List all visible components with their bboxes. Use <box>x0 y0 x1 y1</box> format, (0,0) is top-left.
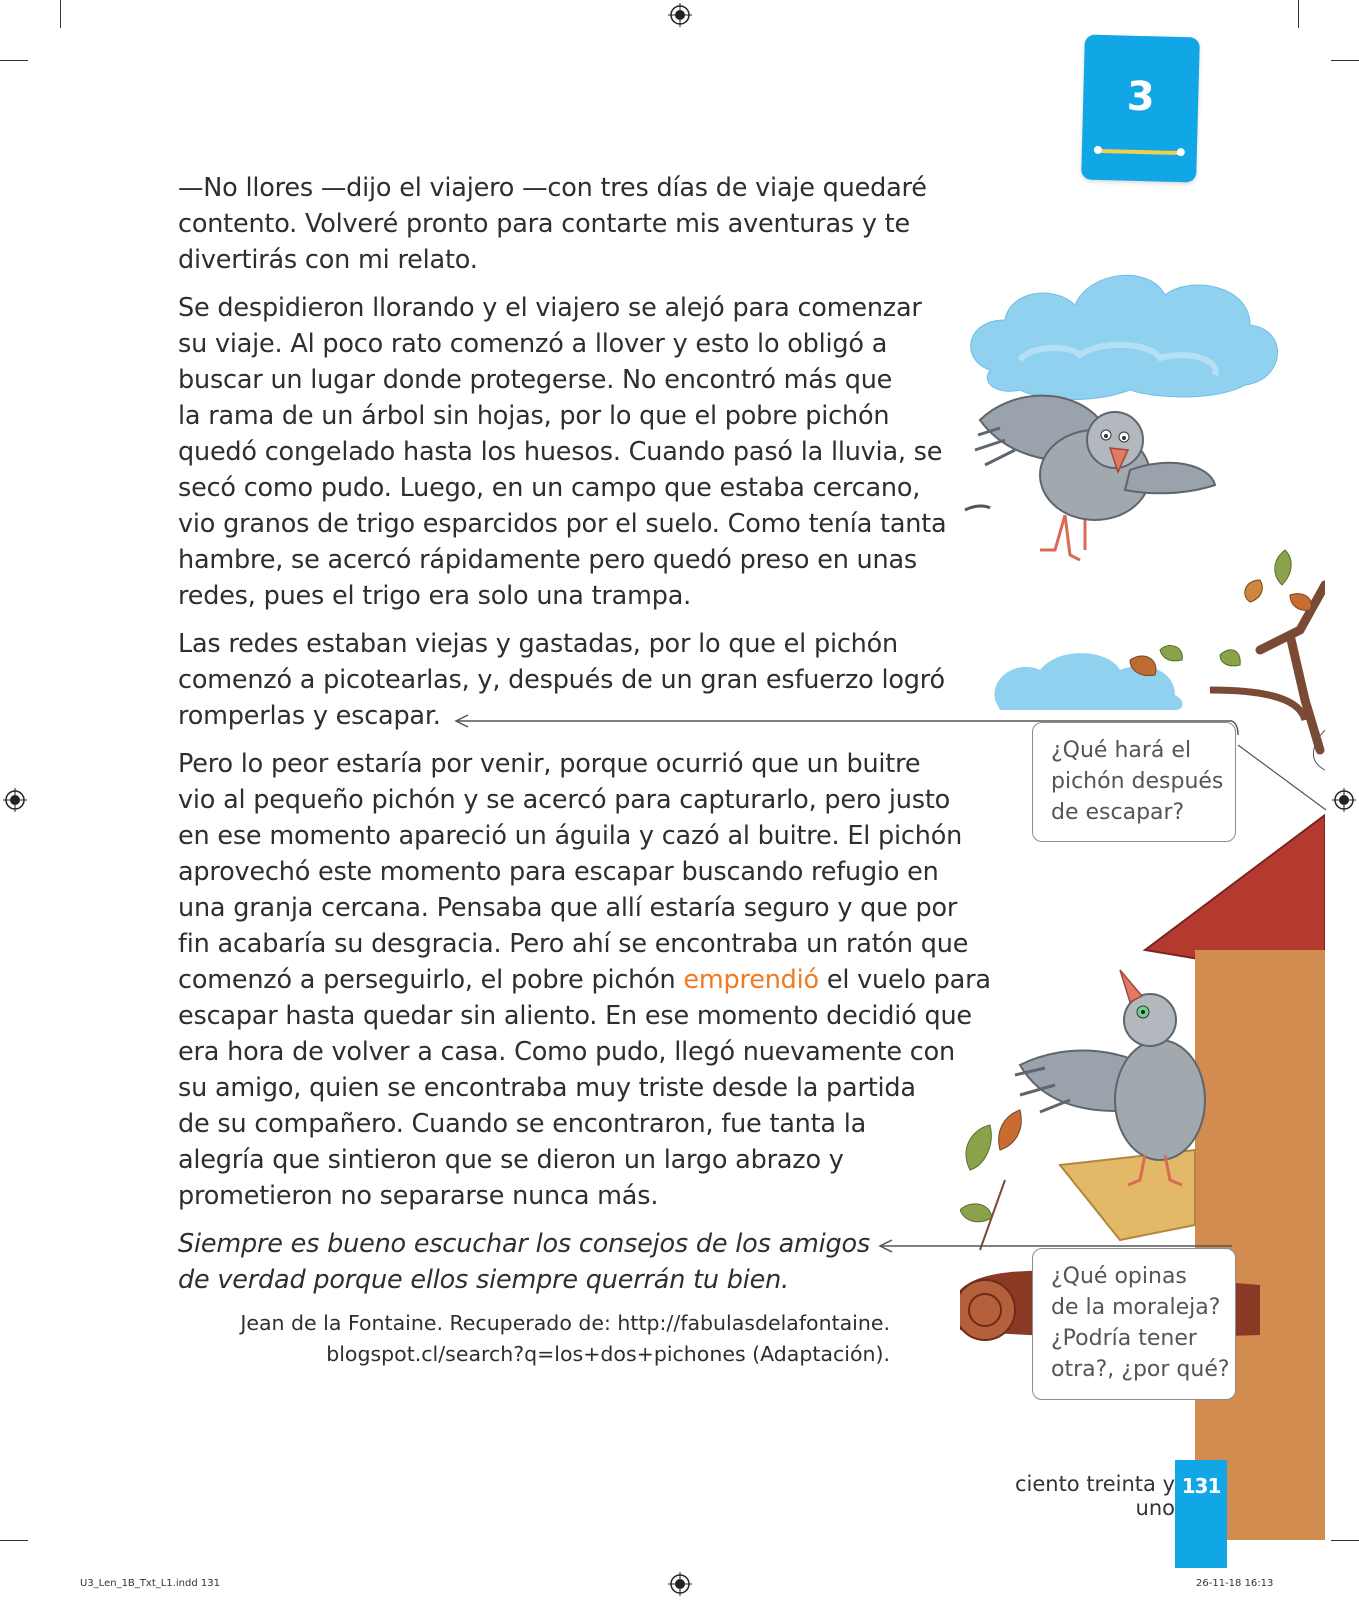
text-line: divertirás con mi relato. <box>178 245 478 275</box>
text-line: contento. Volveré pronto para contarte mis aventuras y te <box>178 209 910 239</box>
citation-line: Jean de la Fontaine. Recuperado de: http://fabulasdelafontaine. <box>240 1311 890 1335</box>
text-line: Pero lo peor estaría por venir, porque ocurrió que un buitre <box>178 749 921 779</box>
story-paragraph <box>178 170 1008 278</box>
question-line: ¿Qué hará el <box>1051 738 1192 763</box>
question-line: ¿Qué opinas <box>1051 1264 1187 1289</box>
question-line: ¿Podría tener <box>1051 1326 1197 1351</box>
print-slug-date: 26-11-18 16:13 <box>1196 1578 1274 1589</box>
page-number-words: ciento treinta y uno <box>1014 1472 1175 1520</box>
question-line: de la moraleja? <box>1051 1295 1221 1320</box>
highlighted-word: emprendió <box>683 965 819 995</box>
story-paragraph <box>178 626 1008 734</box>
question-line: pichón después <box>1051 769 1224 794</box>
citation-line: blogspot.cl/search?q=los+dos+pichones (Adaptación). <box>326 1342 890 1366</box>
text-segment: el vuelo para <box>818 965 991 995</box>
text-line: Se despidieron llorando y el viajero se alejó para comenzar <box>178 293 922 323</box>
text-line: vio al pequeño pichón y se acercó para capturarlo, pero justo <box>178 785 951 815</box>
text-line: quedó congelado hasta los huesos. Cuando pasó la lluvia, se <box>178 437 943 467</box>
story-text <box>178 170 1008 1310</box>
text-line: redes, pues el trigo era solo una trampa. <box>178 581 692 611</box>
question-line: de escapar? <box>1051 800 1185 825</box>
text-line: de su compañero. Cuando se encontraron, fue tanta la <box>178 1109 867 1139</box>
text-line: hambre, se acercó rápidamente pero quedó preso en unas <box>178 545 917 575</box>
text-line: escapar hasta quedar sin aliento. En ese momento decidió que <box>178 1001 972 1031</box>
text-line: secó como pudo. Luego, en un campo que estaba cercano, <box>178 473 921 503</box>
story-paragraph <box>178 290 1008 614</box>
text-line: comenzó a picotearlas, y, después de un gran esfuerzo logró <box>178 665 945 695</box>
text-line: en ese momento apareció un águila y cazó al buitre. El pichón <box>178 821 963 851</box>
text-line: era hora de volver a casa. Como pudo, llegó nuevamente con <box>178 1037 955 1067</box>
text-segment: comenzó a perseguirlo, el pobre pichón <box>178 965 684 995</box>
print-slug-file: U3_Len_1B_Txt_L1.indd 131 <box>80 1578 220 1589</box>
question-box <box>1032 1248 1236 1400</box>
text-line: vio granos de trigo esparcidos por el suelo. Como tenía tanta <box>178 509 947 539</box>
story-paragraph <box>178 746 1008 1214</box>
text-line: una granja cercana. Pensaba que allí estaría seguro y que por <box>178 893 958 923</box>
story-moral <box>178 1226 1008 1298</box>
source-citation <box>240 1308 890 1370</box>
text-line: buscar un lugar donde protegerse. No encontró más que <box>178 365 893 395</box>
page-number: 131 <box>1181 1474 1221 1498</box>
question-line: otra?, ¿por qué? <box>1051 1357 1230 1382</box>
unit-number: 3 <box>1126 73 1156 121</box>
text-line: su viaje. Al poco rato comenzó a llover y esto lo obligó a <box>178 329 888 359</box>
text-line: alegría que sintieron que se dieron un largo abrazo y <box>178 1145 844 1175</box>
text-line: su amigo, quien se encontraba muy triste desde la partida <box>178 1073 916 1103</box>
question-box <box>1032 722 1236 842</box>
text-line: —No llores —dijo el viajero —con tres días de viaje quedaré <box>178 173 927 203</box>
text-line: Siempre es bueno escuchar los consejos de los amigos <box>178 1229 870 1259</box>
page-number-tab <box>1175 1460 1227 1568</box>
text-line: Las redes estaban viejas y gastadas, por lo que el pichón <box>178 629 898 659</box>
text-line <box>178 962 1008 998</box>
text-line: fin acabaría su desgracia. Pero ahí se encontraba un ratón que <box>178 929 969 959</box>
text-line: de verdad porque ellos siempre querrán tu bien. <box>178 1265 789 1295</box>
text-line: prometieron no separarse nunca más. <box>178 1181 659 1211</box>
text-line: aprovechó este momento para escapar buscando refugio en <box>178 857 939 887</box>
text-line: la rama de un árbol sin hojas, por lo que el pobre pichón <box>178 401 890 431</box>
text-line: romperlas y escapar. <box>178 701 441 731</box>
